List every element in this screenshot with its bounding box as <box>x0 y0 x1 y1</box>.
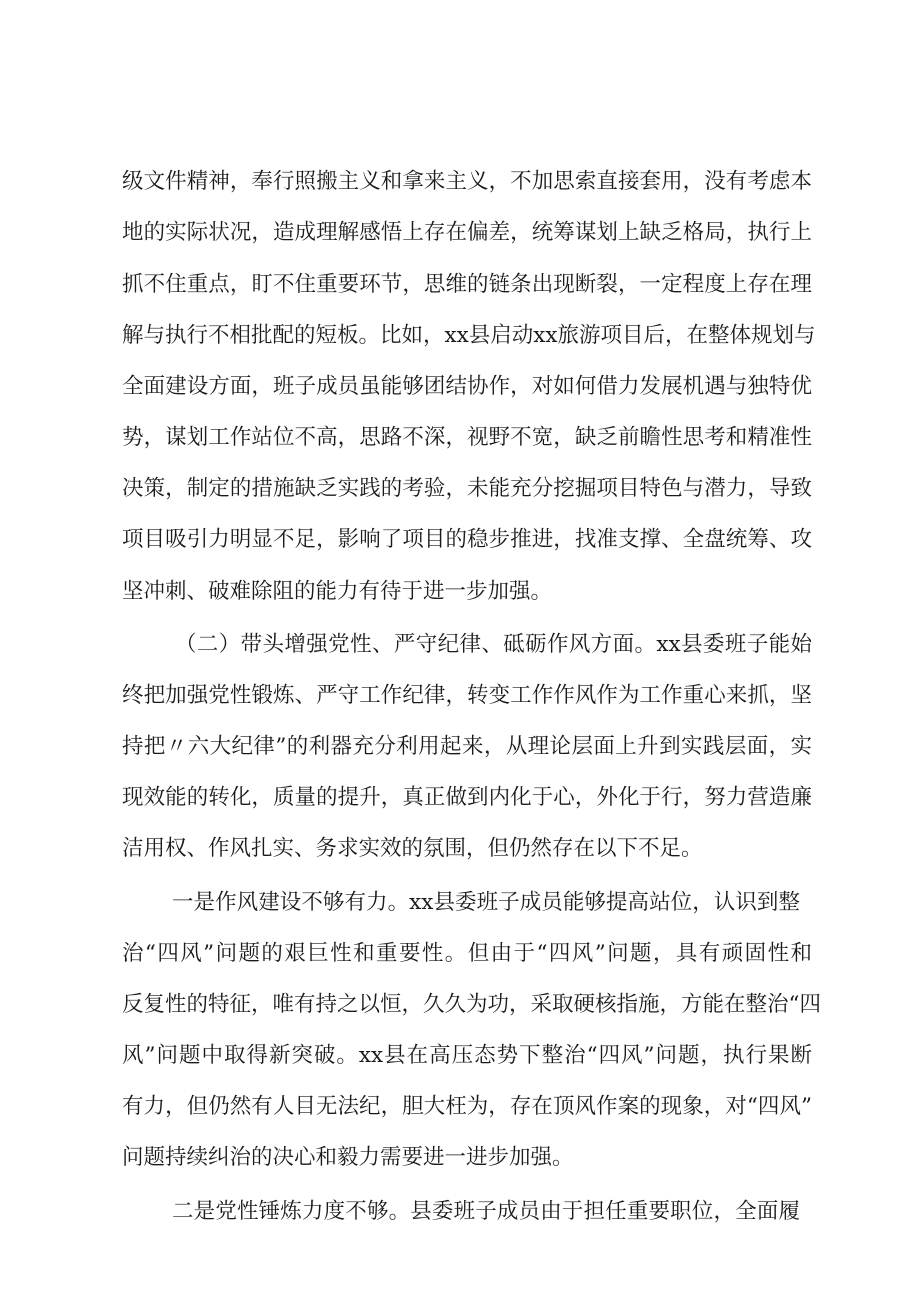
paragraph-3-line: 有力，但仍然有人目无法纪，胆大枉为，存在顶风作案的现象，对“四风” <box>122 1094 812 1119</box>
paragraph-1-line: 全面建设方面，班子成员虽能够团结协作，对如何借力发展机遇与独特优 <box>122 374 812 399</box>
paragraph-3-line: 问题持续纠治的决心和毅力需要进一进步加强。 <box>122 1145 574 1170</box>
paragraph-3-line: 治“四风”问题的艰巨性和重要性。但由于“四风”问题，具有顽固性和 <box>122 941 812 966</box>
point-two-first-line: 二是党性锤炼力度不够。县委班子成员由于担任重要职位，全面履 <box>172 1199 800 1224</box>
point-one-first-line: 一是作风建设不够有力。xx县委班子成员能够提高站位，认识到整 <box>172 890 800 915</box>
paragraph-2-line: 现效能的转化，质量的提升，真正做到内化于心，外化于行，努力营造廉 <box>122 785 812 810</box>
paragraph-1-line: 抓不住重点，盯不住重要环节，思维的链条出现断裂，一定程度上存在理 <box>122 272 812 297</box>
paragraph-2-line: 持把〃六大纪律”的利器充分利用起来，从理论层面上升到实践层面，实 <box>122 734 812 759</box>
paragraph-2-line: 洁用权、作风扎实、务求实效的氛围，但仍然存在以下不足。 <box>122 836 703 861</box>
paragraph-1-line: 势，谋划工作站位不高，思路不深，视野不宽，缺乏前瞻性思考和精准性 <box>122 425 812 450</box>
paragraph-1-line: 级文件精神，奉行照搬主义和拿来主义，不加思索直接套用，没有考虑本 <box>122 169 812 194</box>
paragraph-1-line: 解与执行不相批配的短板。比如，xx县启动xx旅游项目后，在整体规划与 <box>122 323 816 348</box>
paragraph-3-line: 反复性的特征，唯有持之以恒，久久为功，采取硬核指施，方能在整治“四 <box>122 992 821 1017</box>
paragraph-2-line: 终把加强党性锻炼、严守工作纪律，转变工作作风作为工作重心来抓，坚 <box>122 683 812 708</box>
paragraph-1-line: 项目吸引力明显不足，影响了项目的稳步推进，找准支撑、全盘统筹、攻 <box>122 527 812 552</box>
paragraph-1-line: 地的实际状况，造成理解感悟上存在偏差，统筹谋划上缺乏格局，执行上 <box>122 220 812 245</box>
paragraph-3-line: 风”问题中取得新突破。xx县在高压态势下整治“四风”问题，执行果断 <box>122 1043 812 1068</box>
section-two-heading-line: （二）带头增强党性、严守纪律、砥砺作风方面。xx县委班子能始 <box>175 632 812 657</box>
paragraph-1-line: 决策，制定的措施缺乏实践的考验，未能充分挖掘项目特色与潜力，导致 <box>122 476 812 501</box>
paragraph-1-line: 坚冲刺、破难除阻的能力有待于进一步加强。 <box>122 579 553 604</box>
